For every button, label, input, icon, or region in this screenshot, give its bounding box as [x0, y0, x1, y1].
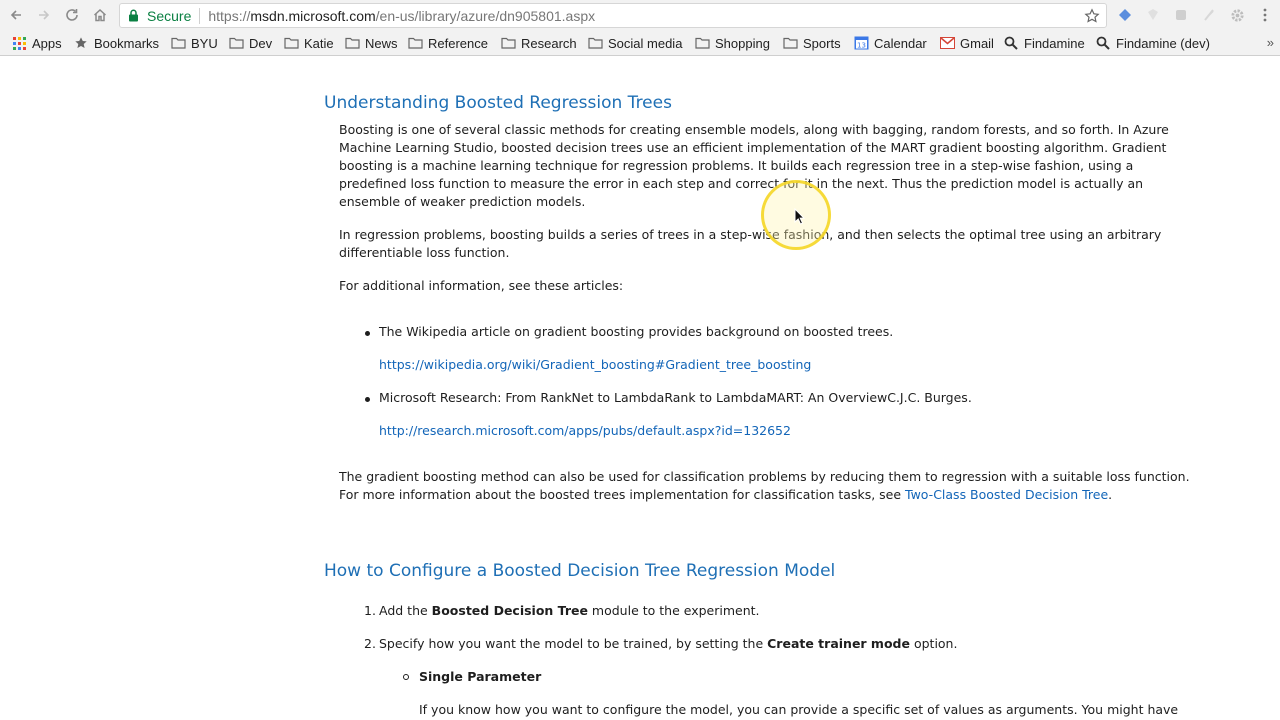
extension-feather-icon[interactable] [1201, 7, 1217, 23]
bookmark-label: BYU [191, 35, 218, 51]
back-button[interactable] [6, 5, 26, 25]
bookmark-label: Apps [32, 35, 62, 51]
bookmark-label: Dev [249, 35, 273, 51]
folder-icon [170, 36, 186, 50]
step-1-text: Add the Boosted Decision Tree module to the experiment. [379, 603, 760, 618]
bookmark-label: Reference [428, 35, 488, 51]
apps-grid-icon [11, 36, 27, 50]
bookmark-label: Katie [304, 35, 334, 51]
bookmark-news[interactable] [344, 32, 398, 54]
wikipedia-link-paragraph [379, 356, 1197, 374]
paragraph-classification: The gradient boosting method can also be used for classification problems by reducing them to regression with a suitable loss function. For more information about the boosted trees implementation for classification tasks, see Two-Class Boosted Decision Tree. [339, 469, 1190, 502]
mouse-pointer-icon [794, 208, 806, 226]
section-title-understanding: Understanding Boosted Regression Trees [324, 93, 672, 113]
bookmark-dev[interactable] [228, 32, 272, 54]
research-link-paragraph [379, 422, 1197, 440]
home-icon [92, 7, 108, 23]
step-number: 2. [364, 636, 376, 651]
folder-icon [694, 36, 710, 50]
paragraph-boosting-intro: Boosting is one of several classic methods for creating ensemble models, along with bagging, random forests, and so forth. In Azure Machine Learning Studio, boosted decision trees use an efficient implementation of the MART gradient boosting algorithm. Gradient boosting is a machine learning technique for regression problems. It builds each regression tree in a step-wise fashion, using a predefined loss function to measure the error in each step and correct for it in the next. Thus the prediction model is actually an ensemble of weaker prediction models. [339, 122, 1169, 209]
bookmark-label: Sports [803, 35, 841, 51]
folder-icon [587, 36, 603, 50]
home-button[interactable] [90, 5, 110, 25]
section-title-configure: How to Configure a Boosted Decision Tree Regression Model [324, 561, 836, 581]
bookmark-gmail[interactable] [939, 32, 994, 54]
bullet-dot [365, 331, 370, 336]
bookmark-label: Calendar [874, 35, 927, 51]
gmail-icon [939, 36, 955, 50]
bookmarks-bar [0, 31, 1280, 56]
page-content [0, 56, 1280, 720]
bookmark-label: News [365, 35, 398, 51]
bullet-dot [365, 397, 370, 402]
address-bar[interactable] [119, 3, 1107, 28]
url-text[interactable]: https://msdn.microsoft.com/en-us/library/azure/dn905801.aspx [208, 7, 596, 24]
bookmark-label: Research [521, 35, 577, 51]
star-icon [73, 36, 89, 50]
folder-icon [500, 36, 516, 50]
folder-icon [344, 36, 360, 50]
step-number: 1. [364, 603, 376, 618]
bookmark-label: Bookmarks [94, 35, 160, 51]
extension-pocket-icon[interactable] [1117, 7, 1133, 23]
settings-gear-icon[interactable] [1229, 7, 1245, 23]
lock-icon [128, 9, 140, 23]
bookmark-label: Gmail [960, 35, 994, 51]
list-item-wikipedia: The Wikipedia article on gradient boosting provides background on boosted trees. [379, 324, 894, 339]
microsoft-research-link[interactable]: http://research.microsoft.com/apps/pubs/default.aspx?id=132652 [379, 423, 791, 438]
paragraph-additional-info: For additional information, see these articles: [339, 278, 624, 293]
calendar-badge: 13 [856, 41, 866, 50]
url-separator [199, 8, 200, 24]
folder-icon [228, 36, 244, 50]
bookmarks-overflow-button[interactable]: » [1266, 35, 1274, 50]
bookmark-bookmarks[interactable] [73, 32, 159, 54]
calendar-icon [853, 36, 869, 50]
bookmark-apps[interactable] [11, 32, 62, 54]
back-arrow-icon [8, 7, 24, 23]
bookmark-label: Social media [608, 35, 683, 51]
folder-icon [407, 36, 423, 50]
bookmark-byu[interactable] [170, 32, 218, 54]
bookmark-label: Findamine (dev) [1116, 35, 1210, 51]
extension-shield-icon[interactable] [1145, 7, 1161, 23]
bookmark-star-icon[interactable] [1084, 8, 1100, 24]
paragraph-regression-problems: In regression problems, boosting builds a series of trees in a step-wise fashion, and then selects the optimal tree using an arbitrary differentiable loss function. [339, 227, 1162, 260]
bookmark-label: Findamine [1024, 35, 1085, 51]
chrome-menu-icon[interactable] [1257, 7, 1273, 23]
bookmark-social-media[interactable] [587, 32, 682, 54]
sub-bullet-circle [403, 674, 409, 680]
search-icon [1003, 36, 1019, 50]
forward-arrow-icon [36, 7, 52, 23]
step-2-text: Specify how you want the model to be trained, by setting the Create trainer mode option. [379, 636, 958, 651]
bookmark-findamine[interactable] [1003, 32, 1085, 54]
bookmark-calendar[interactable] [853, 32, 927, 54]
search-icon [1095, 36, 1111, 50]
bookmark-katie[interactable] [283, 32, 334, 54]
forward-button[interactable] [34, 5, 54, 25]
bookmark-reference[interactable] [407, 32, 488, 54]
bookmark-label: Shopping [715, 35, 770, 51]
folder-icon [782, 36, 798, 50]
folder-icon [283, 36, 299, 50]
bookmark-findamine-dev[interactable] [1095, 32, 1210, 54]
secure-label: Secure [147, 7, 192, 24]
two-class-boosted-tree-link[interactable]: Two-Class Boosted Decision Tree [905, 487, 1109, 502]
paragraph-single-parameter: If you know how you want to configure the model, you can provide a specific set of values as arguments. You might have [419, 702, 1179, 717]
bookmark-sports[interactable] [782, 32, 841, 54]
sub-item-single-parameter: Single Parameter [419, 669, 542, 684]
list-item-microsoft-research: Microsoft Research: From RankNet to LambdaRank to LambdaMART: An OverviewC.J.C. Burges. [379, 390, 972, 405]
reload-icon [64, 7, 80, 23]
bookmark-research[interactable] [500, 32, 577, 54]
wikipedia-link[interactable]: https://wikipedia.org/wiki/Gradient_boosting#Gradient_tree_boosting [379, 357, 812, 372]
reload-button[interactable] [62, 5, 82, 25]
browser-toolbar [0, 0, 1280, 31]
extension-box-icon[interactable] [1173, 7, 1189, 23]
bookmark-shopping[interactable] [694, 32, 770, 54]
